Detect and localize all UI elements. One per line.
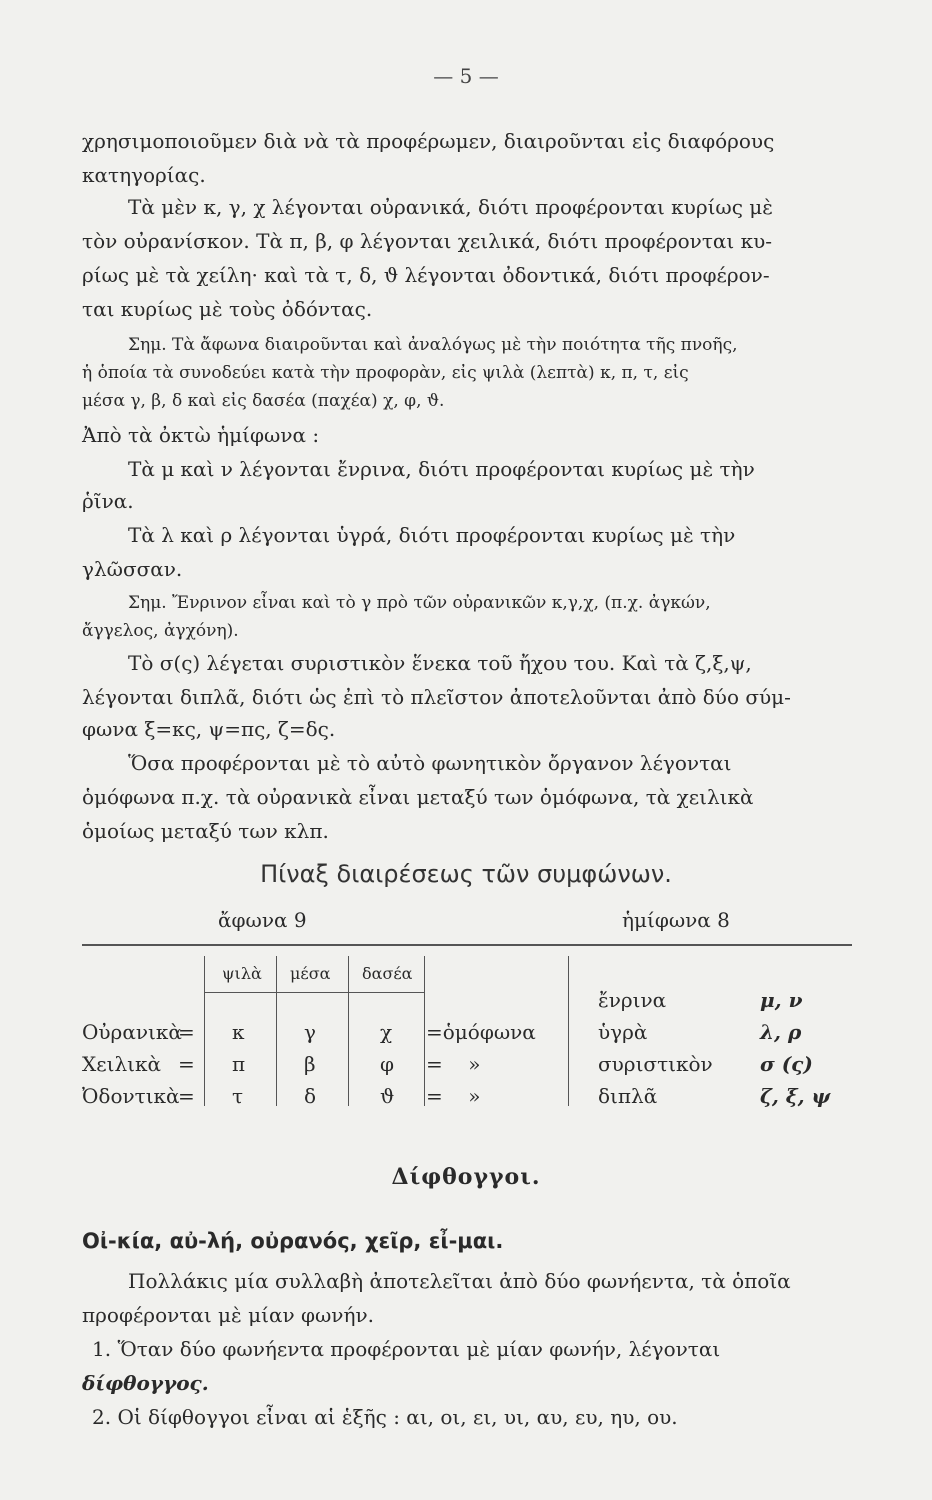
row-relation: =ὁμόφωνα xyxy=(426,1020,536,1044)
cell-mesa: β xyxy=(304,1052,316,1076)
aphona-header: ἄφωνα 9 xyxy=(218,908,307,932)
row-eq: = xyxy=(178,1084,195,1108)
text-line: Ἀπὸ τὰ ὀκτὼ ἡμίφωνα : xyxy=(82,423,320,447)
col-header: μέσα xyxy=(290,964,331,983)
page-number: — 5 — xyxy=(433,64,499,88)
row-name: Χειλικὰ xyxy=(82,1052,161,1076)
cell-dasea: ϑ xyxy=(380,1084,395,1108)
table-title: Πίναξ διαιρέσεως τῶν συμφώνων. xyxy=(260,860,672,888)
note-line: ἄγγελος, ἀγχόνη). xyxy=(82,621,239,641)
cell-psila: τ xyxy=(232,1084,244,1108)
table-divider xyxy=(568,956,569,1106)
section-title: Δίφθογγοι. xyxy=(391,1164,541,1190)
cell-mesa: δ xyxy=(304,1084,317,1108)
row-name: Οὐρανικὰ xyxy=(82,1020,182,1044)
semivowel-letters: μ, ν xyxy=(760,988,803,1012)
text-line: Τὰ μὲν κ, γ, χ λέγονται οὐρανικά, διότι προφέρονται κυρίως μὲ xyxy=(128,195,774,219)
text-line: λέγονται διπλᾶ, διότι ὡς ἐπὶ τὸ πλεῖστον ἀποτελοῦνται ἀπὸ δύο σύμ- xyxy=(82,685,791,709)
text-line: ῥῖνα. xyxy=(82,489,134,513)
note-line: Σημ. Ἔνρινον εἶναι καὶ τὸ γ πρὸ τῶν οὐρανικῶν κ,γ,χ, (π.χ. ἀγκών, xyxy=(128,593,711,613)
semivowel-name: συριστικὸν xyxy=(598,1052,713,1076)
diphthong-example: Οἰ-κία, αὐ-λή, οὐρανός, χεῖρ, εἶ-μαι. xyxy=(82,1229,504,1253)
table-top-rule xyxy=(82,944,852,946)
text-line: δίφθογγος. xyxy=(82,1371,209,1395)
row-name: Ὀδοντικὰ xyxy=(82,1084,180,1108)
note-line: ἡ ὁποία τὰ συνοδεύει κατὰ τὴν προφορὰν, εἰς ψιλὰ (λεπτὰ) κ, π, τ, εἰς xyxy=(82,363,689,383)
text-line: ὁμοίως μεταξύ των κλπ. xyxy=(82,819,329,843)
hemiphona-header: ἡμίφωνα 8 xyxy=(622,908,730,932)
cell-psila: π xyxy=(232,1052,246,1076)
text-line: Πολλάκις μία συλλαβὴ ἀποτελεῖται ἀπὸ δύο φωνήεντα, τὰ ὁποῖα xyxy=(128,1269,791,1293)
text-line: Τὰ μ καὶ ν λέγονται ἔνρινα, διότι προφέρονται κυρίως μὲ τὴν xyxy=(128,457,755,481)
text-line: τὸν οὐρανίσκον. Τὰ π, β, φ λέγονται χειλικά, διότι προφέρονται κυ- xyxy=(82,229,773,253)
text-line: κατηγορίας. xyxy=(82,163,206,187)
table-divider xyxy=(204,956,205,1106)
col-header: δασέα xyxy=(362,964,413,983)
row-relation: = » xyxy=(426,1084,481,1108)
table-divider xyxy=(276,956,277,1106)
row-eq: = xyxy=(178,1020,195,1044)
semivowel-letters: λ, ρ xyxy=(760,1020,802,1044)
semivowel-letters: ζ, ξ, ψ xyxy=(760,1084,831,1108)
row-relation: = » xyxy=(426,1052,481,1076)
text-line: Τὸ σ(ς) λέγεται συριστικὸν ἕνεκα τοῦ ἤχου του. Καὶ τὰ ζ,ξ,ψ, xyxy=(128,651,752,675)
text-line: Τὰ λ καὶ ρ λέγονται ὑγρά, διότι προφέρονται κυρίως μὲ τὴν xyxy=(128,523,736,547)
text-line: ται κυρίως μὲ τοὺς ὀδόντας. xyxy=(82,297,373,321)
table-divider xyxy=(204,992,424,993)
semivowel-name: διπλᾶ xyxy=(598,1084,658,1108)
text-line: 2. Οἱ δίφθογγοι εἶναι αἱ ἑξῆς : αι, οι, ει, υι, αυ, ευ, ηυ, ου. xyxy=(92,1405,678,1429)
text-line: Ὅσα προφέρονται μὲ τὸ αὐτὸ φωνητικὸν ὄργανον λέγονται xyxy=(128,751,732,775)
cell-mesa: γ xyxy=(304,1020,316,1044)
note-line: Σημ. Τὰ ἄφωνα διαιροῦνται καὶ ἀναλόγως μὲ τὴν ποιότητα τῆς πνοῆς, xyxy=(128,335,738,355)
text-line: ὁμόφωνα π.χ. τὰ οὐρανικὰ εἶναι μεταξύ των ὁμόφωνα, τὰ χειλικὰ xyxy=(82,785,754,809)
text-line: προφέρονται μὲ μίαν φωνήν. xyxy=(82,1303,374,1327)
semivowel-name: ἔνρινα xyxy=(598,988,667,1012)
text-line: ρίως μὲ τὰ χείλη· καὶ τὰ τ, δ, ϑ λέγονται ὀδοντικά, διότι προφέρον- xyxy=(82,263,770,287)
note-line: μέσα γ, β, δ καὶ εἰς δασέα (παχέα) χ, φ, ϑ. xyxy=(82,391,445,411)
cell-dasea: φ xyxy=(380,1052,395,1076)
text-line: 1. Ὅταν δύο φωνήεντα προφέρονται μὲ μίαν φωνήν, λέγονται xyxy=(92,1337,721,1361)
table-divider xyxy=(348,956,349,1106)
semivowel-name: ὑγρὰ xyxy=(598,1020,648,1044)
col-header: ψιλὰ xyxy=(222,964,262,983)
row-eq: = xyxy=(178,1052,195,1076)
text-line: φωνα ξ=κς, ψ=πς, ζ=δς. xyxy=(82,717,336,741)
cell-psila: κ xyxy=(232,1020,245,1044)
table-divider xyxy=(424,956,425,1106)
cell-dasea: χ xyxy=(380,1020,393,1044)
text-line: χρησιμοποιοῦμεν διὰ νὰ τὰ προφέρωμεν, διαιροῦνται εἰς διαφόρους xyxy=(82,129,775,153)
text-line: γλῶσσαν. xyxy=(82,557,183,581)
semivowel-letters: σ (ς) xyxy=(760,1052,813,1076)
